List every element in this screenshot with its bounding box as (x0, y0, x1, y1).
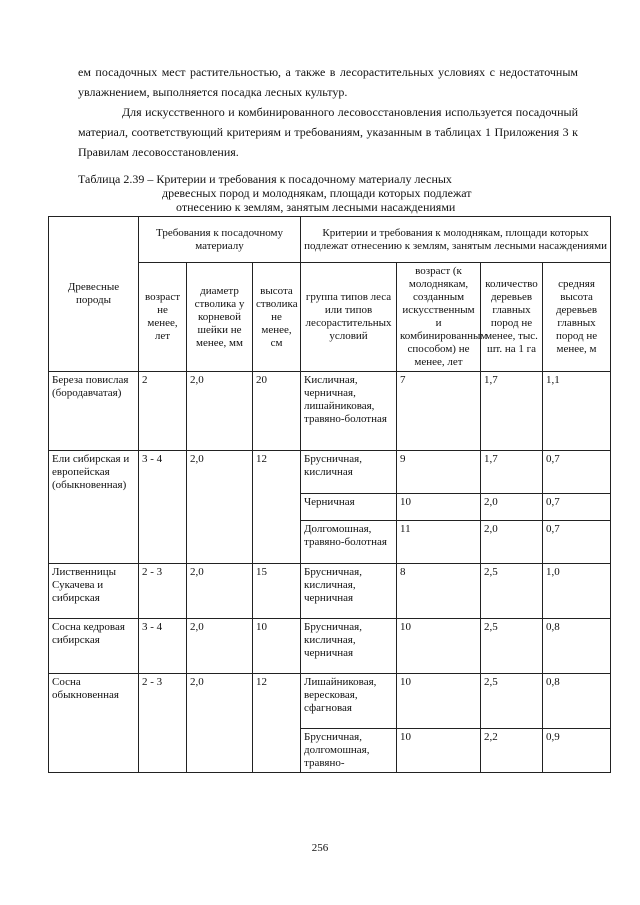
header-height: высота стволика не менее, см (253, 263, 301, 372)
header-young-stands: Критерии и требования к молоднякам, площади которых подлежат отнесению к землям, занятым лесными насаждениями (301, 217, 611, 263)
cell-height: 15 (253, 564, 301, 619)
cell-avg-height: 0,8 (543, 619, 611, 674)
cell-count: 1,7 (481, 372, 543, 451)
cell-avg-height: 0,8 (543, 674, 611, 729)
cell-height: 10 (253, 619, 301, 674)
criteria-table (48, 216, 611, 773)
cell-diameter: 2,0 (187, 451, 253, 564)
cell-diameter: 2,0 (187, 619, 253, 674)
cell-species: Лиственницы Сукачева и сибирская (49, 564, 139, 619)
caption-line-2: древесных пород и молоднякам, площади которых подлежат (162, 186, 472, 200)
table-row (49, 674, 611, 729)
cell-young-age: 7 (397, 372, 481, 451)
cell-species: Ели сибирская и европейская (обыкновенная) (49, 451, 139, 564)
cell-count: 2,5 (481, 674, 543, 729)
cell-forest-type: Брусничная, кисличная, черничная (301, 564, 397, 619)
page-number: 256 (311, 842, 329, 854)
table-row (49, 372, 611, 451)
table-caption (78, 172, 598, 214)
cell-height: 12 (253, 674, 301, 773)
cell-forest-type: Лишайниковая, вересковая, сфагновая (301, 674, 397, 729)
header-planting-material: Требования к посадочному материалу (139, 217, 301, 263)
cell-age: 2 - 3 (139, 674, 187, 773)
cell-avg-height: 0,9 (543, 729, 611, 773)
cell-count: 2,2 (481, 729, 543, 773)
paragraph-continuation: ем посадочных мест растительностью, а также в лесорастительных условиях с недостаточным увлажнением, выполняется посадка лесных культур. (78, 65, 578, 99)
header-age: возраст не менее, лет (139, 263, 187, 372)
cell-young-age: 10 (397, 619, 481, 674)
cell-avg-height: 0,7 (543, 494, 611, 521)
cell-avg-height: 0,7 (543, 521, 611, 564)
cell-forest-type: Брусничная, долгомошная, травяно- (301, 729, 397, 773)
header-young-age: возраст (к молоднякам, созданным искусственным и комбинированным способом) не менее, лет (397, 263, 481, 372)
paragraph-planting-material: Для искусственного и комбинированного лесовосстановления используется посадочный материал, соответствующий критериям и требованиям, указанным в таблицах 1 Приложения 3 к Правилам лесовосстановления. (78, 105, 578, 159)
cell-diameter: 2,0 (187, 372, 253, 451)
header-diameter: диаметр стволика у корневой шейки не менее, мм (187, 263, 253, 372)
cell-diameter: 2,0 (187, 564, 253, 619)
cell-age: 2 (139, 372, 187, 451)
cell-young-age: 9 (397, 451, 481, 494)
table-row (49, 451, 611, 494)
cell-forest-type: Долгомошная, травяно-болотная (301, 521, 397, 564)
table-row (49, 564, 611, 619)
caption-line-3: отнесению к землям, занятым лесными насаждениями (176, 200, 456, 214)
header-forest-type: группа типов леса или типов лесорастительных условий (301, 263, 397, 372)
cell-height: 20 (253, 372, 301, 451)
cell-count: 2,0 (481, 494, 543, 521)
cell-avg-height: 1,0 (543, 564, 611, 619)
cell-young-age: 10 (397, 729, 481, 773)
cell-avg-height: 0,7 (543, 451, 611, 494)
cell-forest-type: Брусничная, кисличная (301, 451, 397, 494)
cell-forest-type: Кисличная, черничная, лишайниковая, травяно-болотная (301, 372, 397, 451)
cell-forest-type: Черничная (301, 494, 397, 521)
table-row (49, 619, 611, 674)
cell-species: Береза повислая (бородавчатая) (49, 372, 139, 451)
cell-height: 12 (253, 451, 301, 564)
cell-young-age: 10 (397, 674, 481, 729)
cell-age: 2 - 3 (139, 564, 187, 619)
header-species: Древесные породы (49, 217, 139, 372)
header-avg-height: средняя высота деревьев главных пород не менее, м (543, 263, 611, 372)
cell-species: Сосна кедровая сибирская (49, 619, 139, 674)
cell-diameter: 2,0 (187, 674, 253, 773)
cell-age: 3 - 4 (139, 451, 187, 564)
cell-avg-height: 1,1 (543, 372, 611, 451)
cell-forest-type: Брусничная, кисличная, черничная (301, 619, 397, 674)
cell-young-age: 10 (397, 494, 481, 521)
cell-young-age: 11 (397, 521, 481, 564)
cell-age: 3 - 4 (139, 619, 187, 674)
cell-count: 2,0 (481, 521, 543, 564)
cell-count: 1,7 (481, 451, 543, 494)
caption-line-1: Таблица 2.39 – Критерии и требования к посадочному материалу лесных (78, 172, 452, 186)
cell-count: 2,5 (481, 564, 543, 619)
cell-count: 2,5 (481, 619, 543, 674)
cell-young-age: 8 (397, 564, 481, 619)
header-count: количество деревьев главных пород не менее, тыс. шт. на 1 га (481, 263, 543, 372)
cell-species: Сосна обыкновенная (49, 674, 139, 773)
